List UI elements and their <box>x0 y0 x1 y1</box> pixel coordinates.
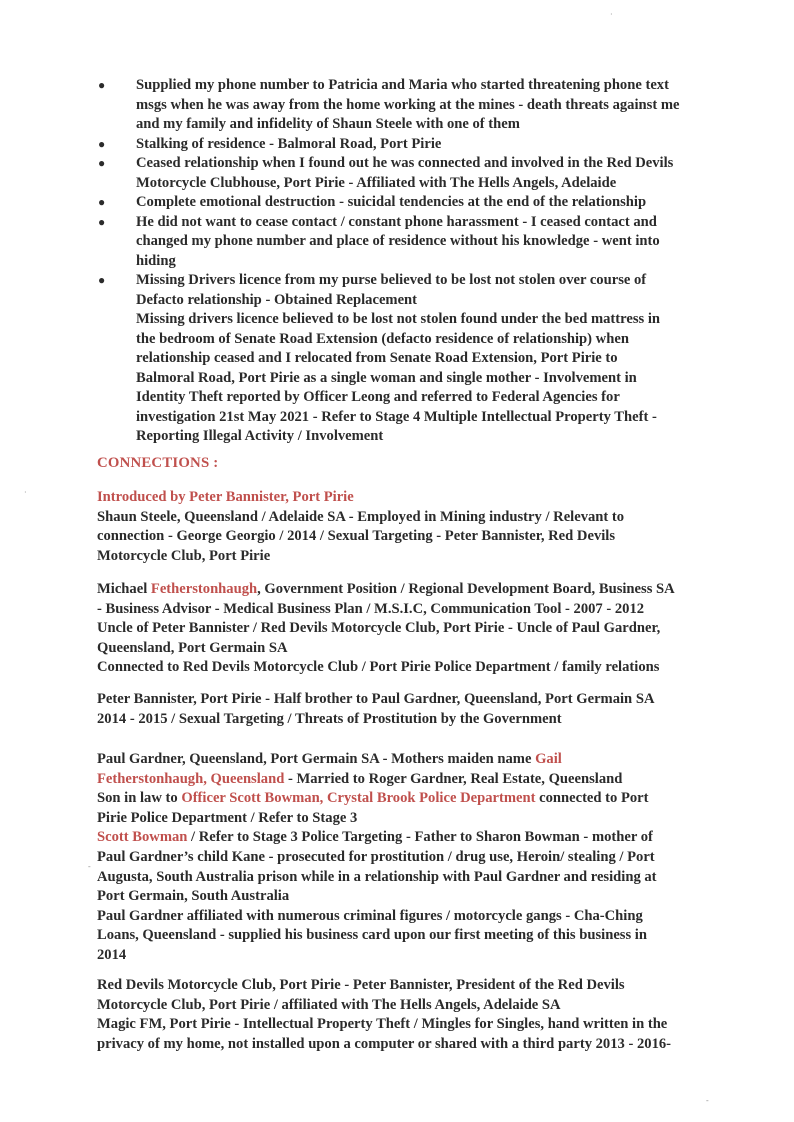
text-segment: / Refer to Stage 3 Police Targeting - Father to Sharon Bowman - mother of <box>187 829 653 846</box>
intro-line: Introduced by Peter Bannister, Port Pirie <box>97 489 354 505</box>
paragraph-paul-gardner <box>97 750 747 966</box>
text-segment: Son in law to <box>97 790 182 807</box>
text-line: Magic FM, Port Pirie - Intellectual Property Theft / Mingles for Singles, hand written in the <box>97 1016 668 1033</box>
bullet-line: He did not want to cease contact / constant phone harassment - I ceased contact and <box>136 213 657 230</box>
paragraph-michael-fetherstonhaugh <box>97 580 747 678</box>
text-line: Uncle of Peter Bannister / Red Devils Motorcycle Club, Port Pirie - Uncle of Paul Gardner, <box>97 620 661 637</box>
bullet-dot-icon: ● <box>98 78 106 92</box>
paragraph-red-devils <box>97 976 747 1054</box>
text-line <box>97 770 747 790</box>
scan-speck: - <box>706 1096 709 1105</box>
text-line <box>97 750 747 770</box>
bullet-line: Ceased relationship when I found out he was connected and involved in the Red Devils <box>136 155 674 171</box>
text-line: connection - George Georgio / 2014 / Sexual Targeting - Peter Bannister, Red Devils <box>97 528 616 545</box>
bullet-line: relationship ceased and I relocated from Senate Road Extension, Port Pirie to <box>136 350 618 366</box>
bullet-line: Complete emotional destruction - suicidal tendencies at the end of the relationship <box>136 194 647 210</box>
text-segment: , Government Position / Regional Development Board, Business SA <box>257 581 675 597</box>
bullet-item <box>96 271 746 447</box>
bullet-dot-icon: ● <box>98 214 106 229</box>
text-line: Peter Bannister, Port Pirie - Half brother to Paul Gardner, Queensland, Port Germain SA <box>97 691 655 707</box>
bullet-line: Supplied my phone number to Patricia and Maria who started threatening phone text <box>136 77 669 93</box>
text-line: Augusta, South Australia prison while in a relationship with Paul Gardner and residing at <box>97 868 657 885</box>
text-line: - Business Advisor - Medical Business Plan / M.S.I.C, Communication Tool - 2007 - 2012 <box>97 600 645 617</box>
bullet-line: Identity Theft reported by Officer Leong and referred to Federal Agencies for <box>136 389 620 405</box>
text-line <box>97 828 747 848</box>
highlight-name: Officer Scott Bowman, Crystal Brook Police Department <box>181 790 536 807</box>
text-line: 2014 - 2015 / Sexual Targeting / Threats of Prostitution by the Government <box>97 710 562 727</box>
scan-speck: · <box>610 10 613 19</box>
text-line: Motorcycle Club, Port Pirie <box>97 547 271 564</box>
text-line: Connected to Red Devils Motorcycle Club / Port Pirie Police Department / family relations <box>97 659 660 676</box>
bullet-item <box>96 135 746 155</box>
text-line <box>97 580 747 600</box>
text-line: Paul Gardner’s child Kane - prosecuted for prostitution / drug use, Heroin/ stealing / Port <box>97 848 655 865</box>
bullet-line: Balmoral Road, Port Pirie as a single woman and single mother - Involvement in <box>136 369 637 386</box>
bullet-line: the bedroom of Senate Road Extension (defacto residence of relationship) when <box>136 330 629 347</box>
bullet-dot-icon: ● <box>98 273 106 287</box>
text-line: Motorcycle Club, Port Pirie / affiliated with The Hells Angels, Adelaide SA <box>97 996 561 1013</box>
highlight-name: Scott Bowman <box>97 829 188 846</box>
text-line: Red Devils Motorcycle Club, Port Pirie - Peter Bannister, President of the Red Devils <box>97 977 625 993</box>
bullet-line: Stalking of residence - Balmoral Road, Port Pirie <box>136 135 442 152</box>
text-line: Queensland, Port Germain SA <box>97 639 288 656</box>
text-line: Loans, Queensland - supplied his business card upon our first meeting of this business in <box>97 927 647 944</box>
bullet-line: Motorcycle Clubhouse, Port Pirie - Affiliated with The Hells Angels, Adelaide <box>136 174 617 191</box>
bullet-line: Reporting Illegal Activity / Involvement <box>136 428 384 444</box>
highlight-name: Fetherstonhaugh <box>150 581 258 597</box>
text-segment: Paul Gardner, Queensland, Port Germain SA - Mothers maiden name <box>97 751 536 767</box>
text-line: 2014 <box>97 946 127 963</box>
bullet-line: and my family and infidelity of Shaun Steele with one of them <box>136 116 520 132</box>
bullet-list <box>96 76 746 447</box>
bullet-dot-icon: ● <box>98 195 106 209</box>
bullet-item <box>96 193 746 213</box>
text-line: Pirie Police Department / Refer to Stage 3 <box>97 809 358 826</box>
text-segment: Michael <box>97 581 151 597</box>
bullet-item <box>96 76 746 135</box>
text-line: Port Germain, South Australia <box>97 888 290 905</box>
highlight-name: Gail <box>535 751 562 767</box>
bullet-line: changed my phone number and place of residence without his knowledge - went into <box>136 233 660 249</box>
text-line: privacy of my home, not installed upon a computer or shared with a third party 2013 - 2016- <box>97 1035 672 1052</box>
section-heading: CONNECTIONS : <box>97 455 219 471</box>
bullet-dot-icon: ● <box>98 156 106 170</box>
paragraph-peter-bannister <box>97 690 747 729</box>
paragraph-shaun-steele <box>97 488 747 566</box>
bullet-item <box>96 213 746 272</box>
bullet-line: Missing Drivers licence from my purse believed to be lost not stolen over course of <box>136 272 647 288</box>
text-line <box>97 789 747 809</box>
highlight-name: Fetherstonhaugh, Queensland <box>97 770 285 787</box>
text-segment: - Married to Roger Gardner, Real Estate, Queensland <box>284 770 623 787</box>
bullet-line: Defacto relationship - Obtained Replacement <box>136 291 418 308</box>
bullet-line: hiding <box>136 252 176 269</box>
text-line: Shaun Steele, Queensland / Adelaide SA - Employed in Mining industry / Relevant to <box>97 508 625 525</box>
scan-speck: - <box>88 862 91 871</box>
text-segment: connected to Port <box>535 790 649 807</box>
bullet-line: Missing drivers licence believed to be lost not stolen found under the bed mattress in <box>136 311 661 327</box>
scan-speck: · <box>24 488 27 497</box>
text-line: Paul Gardner affiliated with numerous criminal figures / motorcycle gangs - Cha-Ching <box>97 907 643 924</box>
bullet-dot-icon: ● <box>98 136 106 151</box>
bullet-line: investigation 21st May 2021 - Refer to Stage 4 Multiple Intellectual Property Theft - <box>136 408 657 425</box>
bullet-item <box>96 154 746 193</box>
bullet-line: msgs when he was away from the home working at the mines - death threats against me <box>136 96 680 113</box>
